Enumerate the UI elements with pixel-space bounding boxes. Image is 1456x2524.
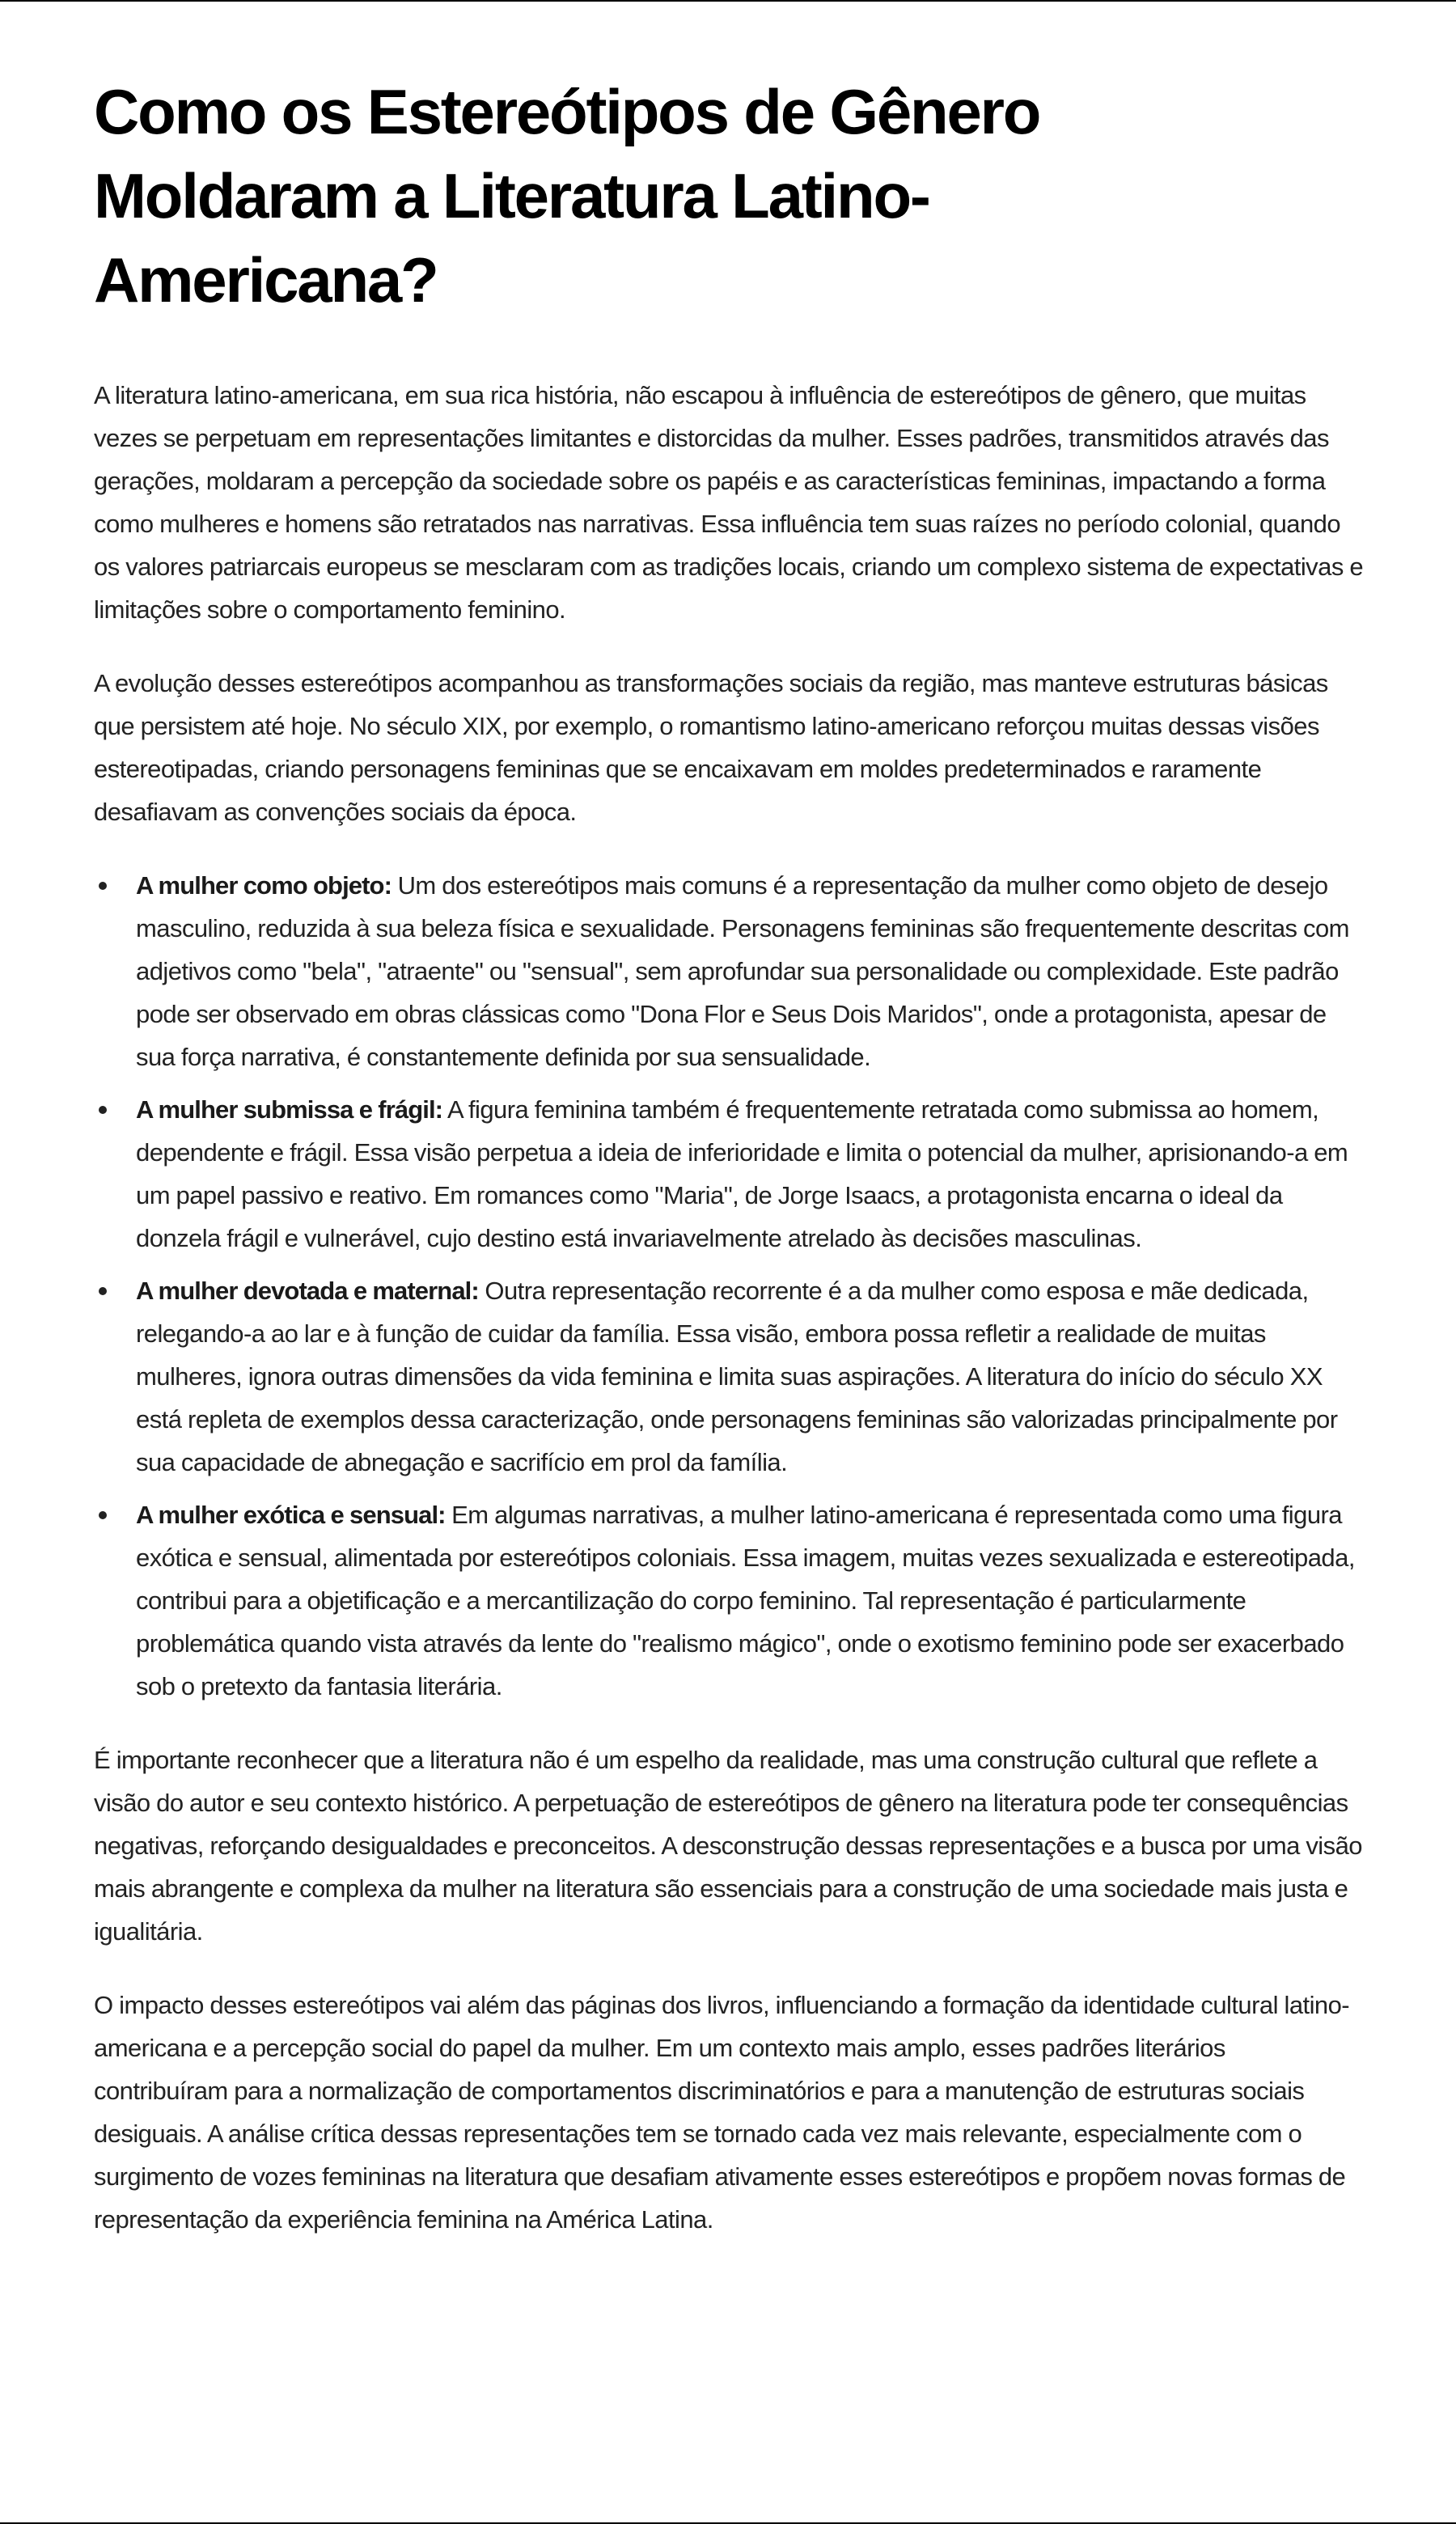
- list-item-description: Um dos estereótipos mais comuns é a representação da mulher como objeto de desejo masculino, reduzida à sua beleza física e sexualidade. Personagens femininas são frequentemente descritas com adjetivos como "bela", "atraente" ou "sensual", sem aprofundar sua personalidade ou complexidade. Este padrão pode ser observado em obras clássicas como "Dona Flor e Seus Dois Maridos", onde a protagonista, apesar de sua força narrativa, é constantemente definida por sua sensualidade.: [136, 871, 1349, 1071]
- list-item-term: A mulher como objeto:: [136, 871, 392, 900]
- bullet-icon: [99, 1106, 107, 1114]
- closing-paragraph: O impacto desses estereótipos vai além das páginas dos livros, influenciando a formação da identidade cultural latino-americana e a percepção social do papel da mulher. Em um contexto mais amplo, esses padrões literários contribuíram para a normalização de comportamentos discriminatórios e para a manutenção de estruturas sociais desiguais. A análise crítica dessas representações tem se tornado cada vez mais relevante, especialmente com o surgimento de vozes femininas na literatura que desafiam ativamente esses estereótipos e propõem novas formas de representação da experiência feminina na América Latina.: [94, 1991, 1350, 2234]
- bullet-icon: [99, 1511, 107, 1519]
- intro-paragraph: A literatura latino-americana, em sua rica história, não escapou à influência de estereótipos de gênero, que muitas vezes se perpetuam em representações limitantes e distorcidas da mulher. Esses padrões, transmitidos através das gerações, moldaram a percepção da sociedade sobre os papéis e as características femininas, impactando a forma como mulheres e homens são retratados nas narrativas. Essa influência tem suas raízes no período colonial, quando os valores patriarcais europeus se mesclaram com as tradições locais, criando um complexo sistema de expectativas e limitações sobre o comportamento feminino.: [94, 381, 1364, 624]
- article-title: Como os Estereótipos de Gênero Moldaram a Literatura Latino-Americana?: [94, 76, 1040, 316]
- closing-paragraph: É importante reconhecer que a literatura não é um espelho da realidade, mas uma construção cultural que reflete a visão do autor e seu contexto histórico. A perpetuação de estereótipos de gênero na literatura pode ter consequências negativas, reforçando desigualdades e preconceitos. A desconstrução dessas representações e a busca por uma visão mais abrangente e complexa da mulher na literatura são essenciais para a construção de uma sociedade mais justa e igualitária.: [94, 1746, 1362, 1946]
- list-item-maternal: [94, 1269, 1365, 1484]
- list-item-exotica: [94, 1493, 1365, 1708]
- intro-paragraph: A evolução desses estereótipos acompanhou as transformações sociais da região, mas manteve estruturas básicas que persistem até hoje. No século XIX, por exemplo, o romantismo latino-americano reforçou muitas dessas visões estereotipadas, criando personagens femininas que se encaixavam em moldes predeterminados e raramente desafiavam as convenções sociais da época.: [94, 669, 1328, 826]
- article: [94, 70, 1365, 2272]
- list-item-description: Em algumas narrativas, a mulher latino-americana é representada como uma figura exótica e sensual, alimentada por estereótipos coloniais. Essa imagem, muitas vezes sexualizada e estereotipada, contribui para a objetificação e a mercantilização do corpo feminino. Tal representação é particularmente problemática quando vista através da lente do "realismo mágico", onde o exotismo feminino pode ser exacerbado sob o pretexto da fantasia literária.: [136, 1501, 1355, 1700]
- list-item-term: A mulher devotada e maternal:: [136, 1277, 479, 1305]
- list-item-description: Outra representação recorrente é a da mulher como esposa e mãe dedicada, relegando-a ao lar e à função de cuidar da família. Essa visão, embora possa refletir a realidade de muitas mulheres, ignora outras dimensões da vida feminina e limita suas aspirações. A literatura do início do século XX está repleta de exemplos dessa caracterização, onde personagens femininas são valorizadas principalmente por sua capacidade de abnegação e sacrifício em prol da família.: [136, 1277, 1338, 1476]
- list-item-term: A mulher exótica e sensual:: [136, 1501, 446, 1529]
- list-item-description: A figura feminina também é frequentemente retratada como submissa ao homem, dependente e frágil. Essa visão perpetua a ideia de inferioridade e limita o potencial da mulher, aprisionando-a em um papel passivo e reativo. Em romances como "Maria", de Jorge Isaacs, a protagonista encarna o ideal da donzela frágil e vulnerável, cujo destino está invariavelmente atrelado às decisões masculinas.: [136, 1095, 1348, 1252]
- list-item-submissa: [94, 1088, 1365, 1260]
- list-item-objeto: [94, 864, 1365, 1078]
- bullet-icon: [99, 882, 107, 890]
- stereotype-list: [94, 864, 1365, 1708]
- bullet-icon: [99, 1287, 107, 1295]
- list-item-term: A mulher submissa e frágil:: [136, 1095, 443, 1124]
